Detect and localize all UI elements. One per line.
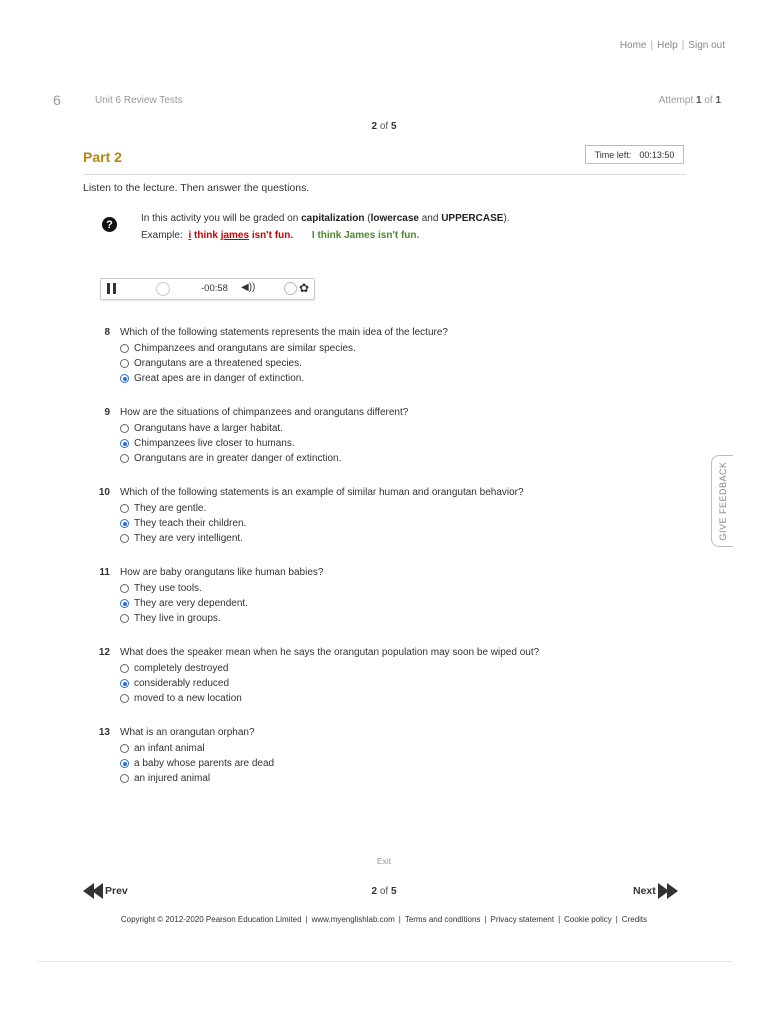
unit-number: 6 (53, 92, 61, 108)
grading-example (141, 230, 419, 241)
footer-terms-link[interactable]: Terms and conditions (404, 915, 481, 924)
option-label: an infant animal (134, 743, 205, 754)
question-text: Which of the following statements represents the main idea of the lecture? (120, 327, 448, 338)
double-right-arrow-icon (660, 883, 678, 899)
question-item (96, 567, 696, 637)
page-counter-top (0, 121, 768, 132)
option-label: an injured animal (134, 773, 211, 784)
answer-option[interactable] (120, 343, 356, 354)
question-mark-icon[interactable]: ? (102, 217, 117, 232)
footer-divider (38, 961, 732, 962)
divider (83, 174, 686, 175)
instructions-text: Listen to the lecture. Then answer the questions. (83, 182, 310, 194)
question-number: 9 (104, 407, 110, 418)
option-label: Orangutans are a threatened species. (134, 358, 302, 369)
answer-option[interactable] (120, 678, 229, 689)
radio-unselected[interactable] (120, 744, 129, 753)
attempt-of: of (704, 95, 713, 106)
home-link[interactable]: Home (619, 40, 647, 51)
question-text: How are the situations of chimpanzees and orangutans different? (120, 407, 409, 418)
nav-separator: | (681, 40, 685, 51)
answer-option[interactable] (120, 613, 221, 624)
radio-selected[interactable] (120, 599, 129, 608)
option-label: completely destroyed (134, 663, 229, 674)
answer-option[interactable] (120, 423, 283, 434)
option-label: Great apes are in danger of extinction. (134, 373, 305, 384)
question-number: 10 (98, 487, 110, 498)
question-text: Which of the following statements is an example of similar human and orangutan behavior? (120, 487, 524, 498)
option-label: a baby whose parents are dead (134, 758, 275, 769)
volume-handle[interactable] (284, 282, 297, 295)
option-label: Orangutans are in greater danger of extinction. (134, 453, 342, 464)
next-button[interactable] (633, 883, 678, 899)
answer-option[interactable] (120, 693, 242, 704)
grading-lowercase: lowercase (370, 213, 419, 224)
option-label: They are very dependent. (134, 598, 248, 609)
answer-option[interactable] (120, 438, 295, 449)
help-link[interactable]: Help (657, 40, 678, 51)
grading-capitalization: capitalization (301, 213, 365, 224)
answer-option[interactable] (120, 598, 248, 609)
radio-unselected[interactable] (120, 774, 129, 783)
answer-option[interactable] (120, 453, 341, 464)
footer-site-link[interactable]: www.myenglishlab.com (311, 915, 395, 924)
question-number: 13 (98, 727, 110, 738)
seek-handle[interactable] (156, 282, 170, 296)
option-label: They are very intelligent. (134, 533, 243, 544)
pause-button[interactable] (107, 283, 119, 295)
radio-unselected[interactable] (120, 694, 129, 703)
answer-option[interactable] (120, 503, 206, 514)
grading-uppercase: UPPERCASE (441, 213, 504, 224)
prev-label: Prev (105, 885, 128, 897)
time-remaining: -00:58 (201, 283, 228, 294)
example-wrong-name: james (220, 230, 250, 241)
grading-paren: ( (367, 213, 371, 224)
radio-selected[interactable] (120, 374, 129, 383)
answer-option[interactable] (120, 758, 274, 769)
option-label: They are gentle. (134, 503, 207, 514)
feedback-label: GIVE FEEDBACK (717, 461, 728, 541)
sign-out-link[interactable]: Sign out (688, 40, 725, 51)
question-text: What is an orangutan orphan? (120, 727, 255, 738)
question-item (96, 407, 696, 477)
radio-unselected[interactable] (120, 344, 129, 353)
gear-icon[interactable]: ✿ (299, 281, 310, 295)
radio-unselected[interactable] (120, 664, 129, 673)
option-label: They live in groups. (134, 613, 221, 624)
nav-separator: | (650, 40, 654, 51)
answer-option[interactable] (120, 663, 229, 674)
give-feedback-tab[interactable] (711, 455, 733, 547)
attempt-total: 1 (715, 95, 721, 106)
example-wrong-end: isn't fun. (251, 230, 294, 241)
option-label: Chimpanzees live closer to humans. (134, 438, 295, 449)
answer-option[interactable] (120, 358, 302, 369)
top-nav (620, 40, 725, 51)
question-item (96, 487, 696, 557)
page-of: of (379, 121, 389, 132)
speaker-icon[interactable]: ◀︎)) (241, 282, 256, 293)
radio-selected[interactable] (120, 519, 129, 528)
option-label: They teach their children. (134, 518, 247, 529)
page-total: 5 (390, 886, 397, 897)
option-label: They use tools. (134, 583, 202, 594)
question-text: What does the speaker mean when he says the orangutan population may soon be wiped out? (120, 647, 540, 658)
grading-and: and (421, 213, 439, 224)
radio-selected[interactable] (120, 439, 129, 448)
answer-option[interactable] (120, 518, 246, 529)
answer-option[interactable] (120, 373, 304, 384)
attempt-counter (659, 95, 721, 106)
option-label: Orangutans have a larger habitat. (134, 423, 283, 434)
grading-note (141, 213, 510, 224)
answer-option[interactable] (120, 743, 205, 754)
audio-player (100, 278, 315, 300)
footer-cookie-link[interactable]: Cookie policy (564, 915, 612, 924)
next-label: Next (633, 885, 656, 897)
example-wrong-mid: think (194, 230, 218, 241)
example-wrong (188, 230, 293, 241)
page-total: 5 (390, 121, 397, 132)
question-text: How are baby orangutans like human babies? (120, 567, 324, 578)
question-number: 12 (98, 647, 110, 658)
grading-close: ). (503, 213, 510, 224)
radio-unselected[interactable] (120, 359, 129, 368)
answer-option[interactable] (120, 533, 243, 544)
question-number: 11 (99, 567, 110, 578)
example-right: I think James isn't fun. (311, 230, 420, 241)
radio-selected[interactable] (120, 759, 129, 768)
question-item (96, 327, 696, 397)
attempt-current: 1 (695, 95, 702, 106)
radio-unselected[interactable] (120, 534, 129, 543)
question-item (96, 647, 696, 717)
page-of: of (379, 886, 389, 897)
footer-privacy-link[interactable]: Privacy statement (490, 915, 555, 924)
option-label: moved to a new location (134, 693, 242, 704)
grading-prefix: In this activity you will be graded on (141, 213, 299, 224)
radio-selected[interactable] (120, 679, 129, 688)
radio-unselected[interactable] (120, 504, 129, 513)
unit-title: Unit 6 Review Tests (95, 95, 183, 106)
timer-value: 00:13:50 (639, 149, 675, 160)
radio-unselected[interactable] (120, 614, 129, 623)
radio-unselected[interactable] (120, 424, 129, 433)
example-label: Example: (141, 230, 183, 241)
footer: Copyright © 2012-2020 Pearson Education Limited | www.myenglishlab.com | Terms and conditions | Privacy statement | Cookie policy | Credits (120, 915, 648, 924)
question-item (96, 727, 696, 797)
exit-link[interactable]: Exit (376, 856, 392, 866)
part-title: Part 2 (83, 149, 122, 165)
radio-unselected[interactable] (120, 454, 129, 463)
footer-copyright: Copyright © 2012-2020 Pearson Education Limited (120, 915, 302, 924)
question-number: 8 (104, 327, 110, 338)
page-current: 2 (371, 121, 378, 132)
timer-label: Time left: (594, 149, 632, 160)
footer-credits-link[interactable]: Credits (621, 915, 648, 924)
option-label: considerably reduced (134, 678, 230, 689)
attempt-label: Attempt (658, 95, 694, 106)
radio-unselected[interactable] (120, 584, 129, 593)
page-current: 2 (371, 886, 378, 897)
example-wrong-i: i (188, 230, 192, 241)
answer-option[interactable] (120, 583, 202, 594)
timer-box (585, 145, 684, 164)
answer-option[interactable] (120, 773, 210, 784)
option-label: Chimpanzees and orangutans are similar species. (134, 343, 356, 354)
